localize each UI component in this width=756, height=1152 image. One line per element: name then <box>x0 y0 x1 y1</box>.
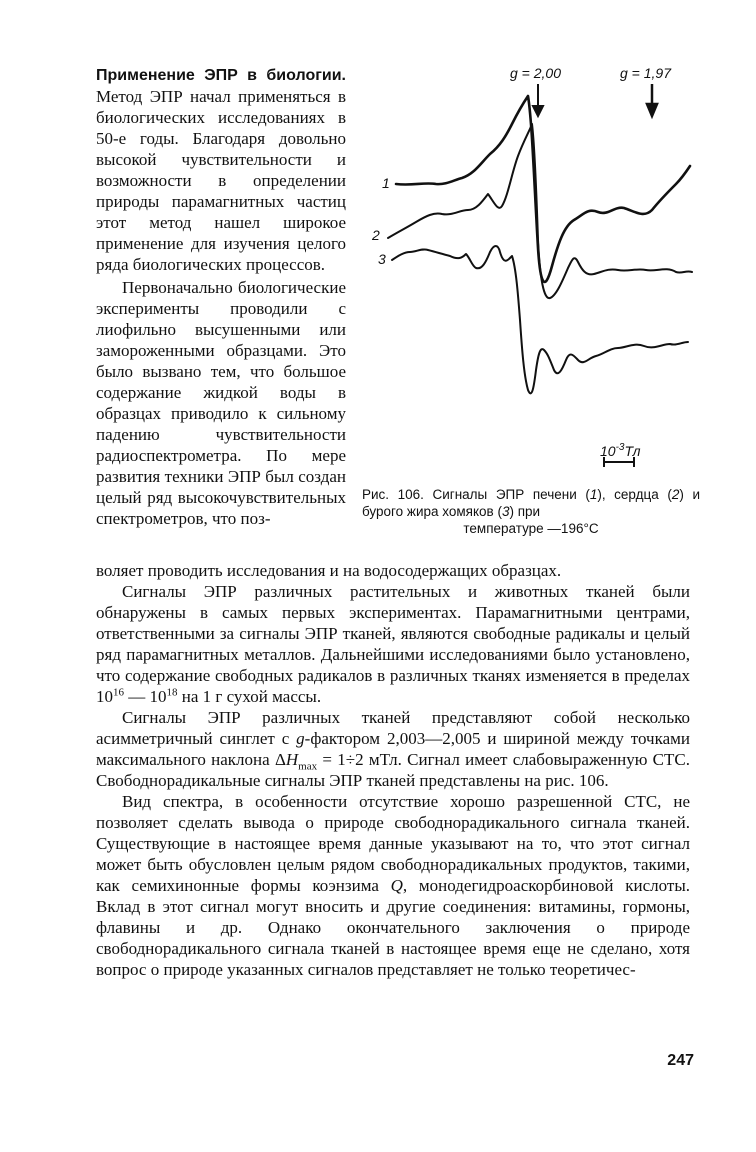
left-column <box>96 64 346 529</box>
paragraph-history: Первоначально биологические эксперименты проводили с лиофильно высушенными или замороженными образцами. Это было вызвано тем, что большое содержание жидкой воды в образцах приводило к сильному падению чувствительности радиоспектрометра. По мере развития техники ЭПР был создан целый ряд высокочувствительных спектрометров, что поз- <box>96 278 346 528</box>
section-heading: Применение ЭПР в биологии. <box>96 67 346 84</box>
curve-label-3: 3 <box>378 251 386 267</box>
paragraph-signal-shape: Сигналы ЭПР различных тканей представляют собой несколько асимметричный синглет с g-фактором 2,003—2,005 и шириной между точками максимального наклона $\Delta H_{max} = 1\div 2$ мТл. Сигнал имеет слабовыраженную СТС. Свободнорадикальные сигналы ЭПР тканей представлены на рис. 106. <box>96 708 690 790</box>
marker-arrow-g200 <box>533 84 543 116</box>
curve-label-1: 1 <box>382 175 390 191</box>
caption-last-line: температуре —196°C <box>463 521 599 536</box>
paragraph-tissue-signals: Сигналы ЭПР различных растительных и животных тканей были обнаружены в самых первых экспериментах. Парамагнитными центрами, ответственными за сигналы ЭПР тканей, являются свободные радикалы и целый ряд парамагнитных металлов. Дальнейшими исследованиями было установлено, что содержание свободных радикалов в различных тканях изменяется в пределах $10^{16}$ — $10^{18}$ на 1 г сухой массы. <box>96 582 690 706</box>
paragraph-intro-text: Метод ЭПР начал применяться в биологических исследованиях в 50-е годы. Благодаря довольно высокой чувствительности и возможности в определении природы парамагнитных частиц этот метод нашел широкое применение для изучения целого ряда биологических процессов. <box>96 87 346 274</box>
main-text <box>96 560 690 980</box>
paragraph-intro <box>96 64 346 275</box>
page-number: 247 <box>667 1052 694 1069</box>
curve-label-2: 2 <box>372 227 380 243</box>
paragraph-history-continued: воляет проводить исследования и на водосодержащих образцах. <box>96 561 562 580</box>
figure-caption: Рис. 106. Сигналы ЭПР печени (1), сердца (2) и бурого жира хомяков (3) при температуре —196°C <box>362 487 700 536</box>
marker-arrow-g197 <box>647 84 657 116</box>
paragraph-spectrum-nature: Вид спектра, в особенности отсутствие хорошо разрешенной СТС, не позволяет сделать вывода о природе свободнорадикального сигнала тканей. Существующие в настоящее время данные указывают на то, что этот сигнал может быть обусловлен целым рядом свободнорадикальных продуктов, такими, как семихинонные формы коэнзима Q, монодегидроаскорбиновой кислоты. Вклад в этот сигнал могут вносить и другие соединения: витамины, гормоны, флавины и др. Однако окончательного заключения о природе свободнорадикального сигнала тканей в настоящее время еще не сделано, хотя вопрос о природе указанных сигналов представляет не только теоретичес- <box>96 792 690 979</box>
epr-spectra-plot <box>362 60 702 480</box>
figure-epr-spectra <box>362 60 702 480</box>
marker-label-g200: g = 2,00 <box>510 65 561 81</box>
marker-label-g197: g = 1,97 <box>620 65 671 81</box>
scale-bar-label: $10^{-3}Тл$ <box>600 442 641 459</box>
spectrum-curve-2 <box>388 124 692 298</box>
